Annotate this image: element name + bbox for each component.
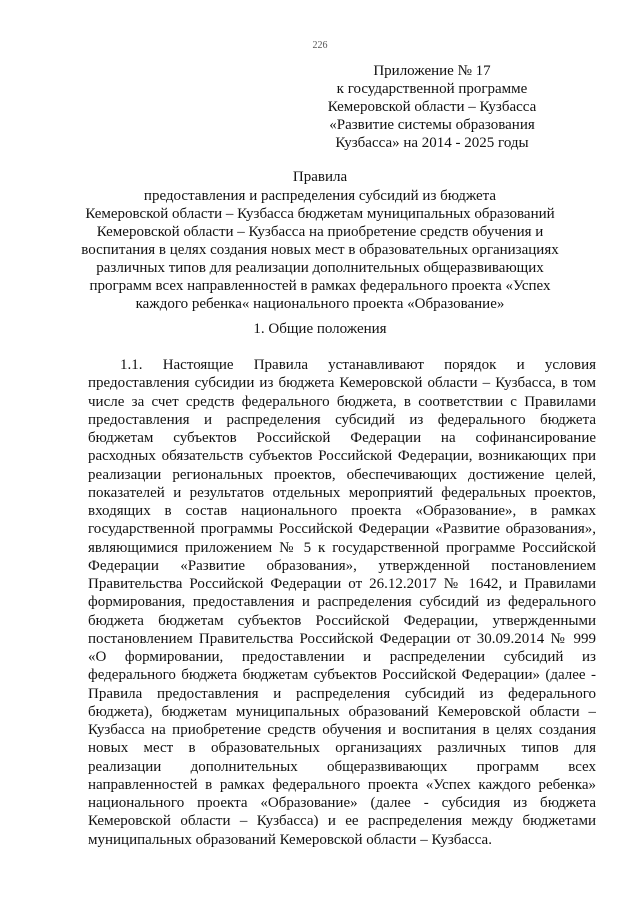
paragraph-line: Правила предоставления и распределения субсидий из федерального bbox=[88, 685, 596, 702]
page-number: 226 bbox=[312, 40, 328, 51]
paragraph-line: 1.1. Настоящие Правила устанавливают порядок и условия bbox=[120, 357, 596, 373]
rules-subtitle-line: программ всех направленностей в рамках федерального проекта «Успех bbox=[89, 278, 551, 294]
appendix-line: к государственной программе bbox=[336, 81, 528, 97]
paragraph-line: формирования, предоставления и распределения субсидий из федерального bbox=[88, 594, 596, 611]
paragraph-line: Кемеровской области – Кузбасса) и ее распределения между бюджетами bbox=[88, 813, 596, 830]
paragraph-line: бюджета бюджетам субъектов Российской Федерации, утвержденными bbox=[88, 612, 596, 629]
appendix-block bbox=[282, 62, 582, 152]
appendix-line: Приложение № 17 bbox=[373, 63, 491, 79]
paragraph-line: бюджета), бюджетам муниципальных образований Кемеровской области – bbox=[88, 703, 596, 720]
paragraph-line: государственной программы Российской Федерации «Развитие образования», bbox=[88, 521, 596, 538]
paragraph-line: предоставления и распределения субсидий из федерального бюджета bbox=[88, 411, 596, 428]
paragraph-line: входящих в состав национального проекта «Образование», в рамках bbox=[88, 503, 596, 519]
paragraph-line: новых мест в образовательных организациях различных типов для bbox=[88, 740, 596, 757]
rules-subtitle-line: предоставления и распределения субсидий из бюджета bbox=[143, 188, 497, 204]
paragraph-line: национального проекта «Образование» (далее - субсидия из бюджета bbox=[88, 795, 596, 811]
paragraph-line: являющимися приложением № 5 к государственной программе Российской bbox=[88, 539, 596, 556]
appendix-line: Кемеровской области – Кузбасса bbox=[327, 99, 537, 115]
appendix-line: Кузбасса» на 2014 - 2025 годы bbox=[335, 135, 529, 151]
rules-subtitle-line: Кемеровской области – Кузбасса бюджетам муниципальных образований bbox=[85, 206, 555, 222]
rules-subtitle-line: различных типов для реализации дополнительных общеразвивающих bbox=[96, 260, 544, 276]
rules-subtitle-line: воспитания в целях создания новых мест в образовательных организациях bbox=[81, 242, 559, 258]
paragraph-line: направленностей в рамках федерального проекта «Успех каждого ребенка» bbox=[88, 776, 596, 793]
section-heading: 1. Общие положения bbox=[253, 321, 387, 337]
paragraph-line: постановлением Правительства Российской Федерации от 30.09.2014 № 999 bbox=[88, 630, 596, 647]
paragraph-line: федерального бюджета бюджетам субъектов Российской Федерации» (далее - bbox=[88, 667, 596, 684]
paragraph-1-1 bbox=[88, 356, 596, 849]
paragraph-line: числе за счет средств федерального бюджета, в соответствии с Правилами bbox=[88, 393, 596, 410]
paragraph-line: Федерации «Развитие образования», утвержденной постановлением bbox=[88, 557, 596, 574]
paragraph-line: бюджетам субъектов Российской Федерации на софинансирование bbox=[88, 430, 596, 446]
paragraph-line: Кузбасса на приобретение средств обучения и воспитания в целях создания bbox=[88, 722, 596, 738]
rules-heading: Правила bbox=[292, 169, 348, 185]
paragraph-line: расходных обязательств субъектов Российской Федерации, возникающих при bbox=[88, 448, 596, 465]
paragraph-line: муниципальных образований Кемеровской области – Кузбасса. bbox=[88, 831, 492, 848]
paragraph-line: предоставления субсидии из бюджета Кемеровской области – Кузбасса, в том bbox=[88, 375, 596, 392]
paragraph-line: Правительства Российской Федерации от 26.12.2017 № 1642, и Правилами bbox=[88, 576, 596, 592]
paragraph-line: реализации региональных проектов, обеспечивающих достижение целей, bbox=[88, 466, 596, 483]
appendix-line: «Развитие системы образования bbox=[329, 117, 535, 133]
paragraph-line: реализации дополнительных общеразвивающих программ всех bbox=[88, 758, 596, 775]
paragraph-line: показателей и результатов отдельных мероприятий федеральных проектов, bbox=[88, 484, 596, 501]
paragraph-line: «О формировании, предоставлении и распределении субсидий из bbox=[88, 649, 596, 665]
rules-subtitle-line: каждого ребенка« национального проекта «Образование» bbox=[135, 296, 505, 312]
rules-title-block bbox=[0, 168, 640, 313]
rules-subtitle-line: Кемеровской области – Кузбасса на приобретение средств обучения и bbox=[96, 224, 544, 240]
